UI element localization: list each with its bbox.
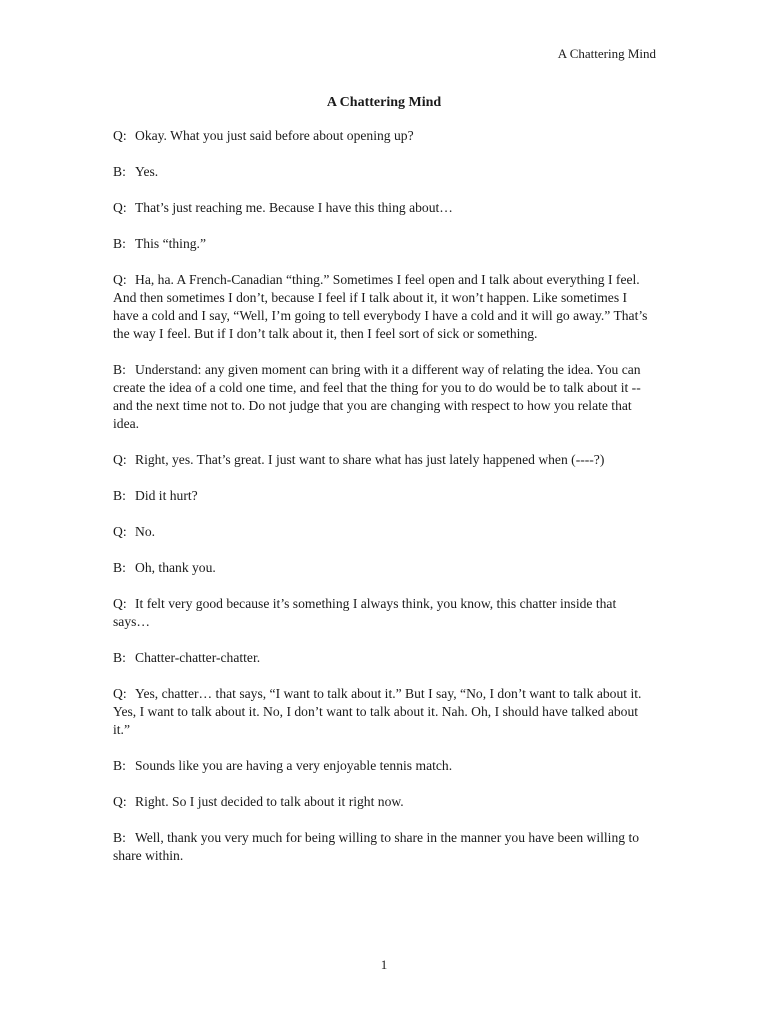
dialogue-text: No. xyxy=(135,524,156,539)
dialogue-paragraph xyxy=(113,649,655,667)
dialogue-text: Right, yes. That’s great. I just want to share what has just lately happened when (----?) xyxy=(135,452,605,467)
dialogue-text: Yes. xyxy=(135,164,159,179)
page-number: 1 xyxy=(380,957,388,972)
speaker-label: Q: xyxy=(113,272,127,287)
speaker-label: Q: xyxy=(113,452,127,467)
dialogue-paragraph xyxy=(113,361,655,433)
dialogue-text: Sounds like you are having a very enjoyable tennis match. xyxy=(135,758,453,773)
speaker-label: B: xyxy=(113,758,126,773)
speaker-label: B: xyxy=(113,830,126,845)
dialogue-text: Ha, ha. A French-Canadian “thing.” Sometimes I feel open and I talk about everything I feel. And then sometimes I don’t, because I feel if I talk about it, it won’t happen. Like sometimes I have a cold and I say, “Well, I’m going to tell everybody I have a cold and it will go away.” That’s the way I feel. But if I don’t talk about it, then I feel sort of sick or something. xyxy=(113,272,648,341)
dialogue-text: Well, thank you very much for being willing to share in the manner you have been willing to share within. xyxy=(113,830,640,863)
dialogue-text: Chatter-chatter-chatter. xyxy=(135,650,261,665)
dialogue-paragraph xyxy=(113,685,655,739)
dialogue-text: That’s just reaching me. Because I have this thing about… xyxy=(135,200,453,215)
dialogue-text: Yes, chatter… that says, “I want to talk about it.” But I say, “No, I don’t want to talk about it. Yes, I want to talk about it. No, I don’t want to talk about it. Nah. Oh, I should have talked about it.” xyxy=(113,686,642,737)
speaker-label: Q: xyxy=(113,596,127,611)
dialogue-paragraph xyxy=(113,163,655,181)
transcript-body xyxy=(113,127,655,883)
dialogue-text: Understand: any given moment can bring with it a different way of relating the idea. You can create the idea of a cold one time, and feel that the thing for you to do would be to talk about it -- and the next time not to. Do not judge that you are changing with respect to how you relate that idea. xyxy=(113,362,641,431)
dialogue-paragraph xyxy=(113,271,655,343)
dialogue-paragraph xyxy=(113,523,655,541)
running-header: A Chattering Mind xyxy=(557,46,656,61)
dialogue-text: Did it hurt? xyxy=(135,488,198,503)
dialogue-paragraph xyxy=(113,559,655,577)
dialogue-text: Okay. What you just said before about opening up? xyxy=(135,128,414,143)
dialogue-paragraph xyxy=(113,487,655,505)
dialogue-paragraph xyxy=(113,595,655,631)
dialogue-paragraph xyxy=(113,829,655,865)
speaker-label: Q: xyxy=(113,794,127,809)
speaker-label: Q: xyxy=(113,686,127,701)
speaker-label: B: xyxy=(113,488,126,503)
dialogue-paragraph xyxy=(113,127,655,145)
speaker-label: B: xyxy=(113,236,126,251)
dialogue-paragraph xyxy=(113,793,655,811)
speaker-label: B: xyxy=(113,560,126,575)
speaker-label: Q: xyxy=(113,524,127,539)
dialogue-paragraph xyxy=(113,199,655,217)
speaker-label: B: xyxy=(113,362,126,377)
dialogue-text: It felt very good because it’s something I always think, you know, this chatter inside that says… xyxy=(113,596,617,629)
speaker-label: B: xyxy=(113,650,126,665)
dialogue-paragraph xyxy=(113,451,655,469)
dialogue-text: Right. So I just decided to talk about it right now. xyxy=(135,794,404,809)
speaker-label: Q: xyxy=(113,200,127,215)
dialogue-paragraph xyxy=(113,235,655,253)
speaker-label: B: xyxy=(113,164,126,179)
dialogue-paragraph xyxy=(113,757,655,775)
speaker-label: Q: xyxy=(113,128,127,143)
dialogue-text: This “thing.” xyxy=(135,236,206,251)
document-title: A Chattering Mind xyxy=(326,95,442,110)
dialogue-text: Oh, thank you. xyxy=(135,560,216,575)
